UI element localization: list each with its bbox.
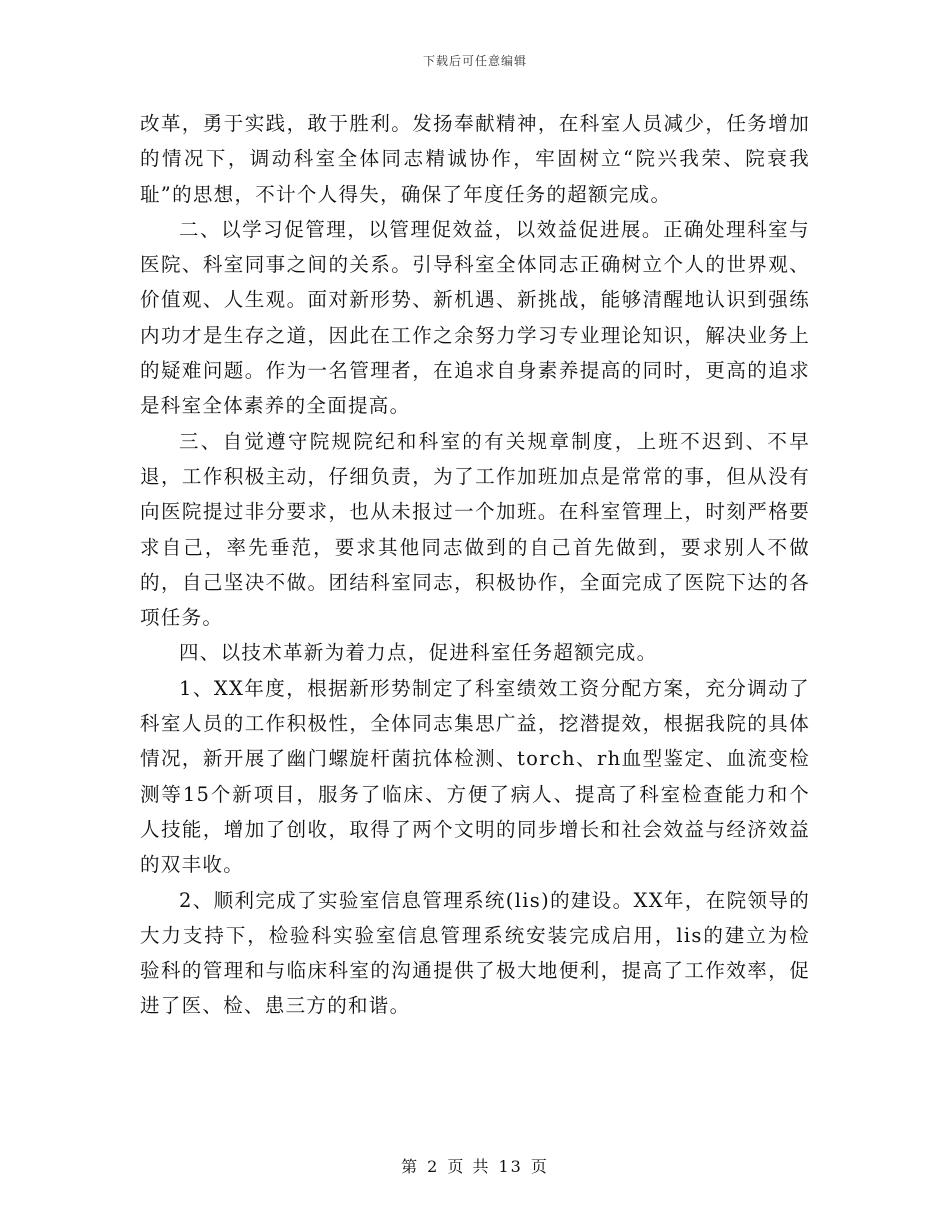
paragraph-5: 1、XX年度，根据新形势制定了科室绩效工资分配方案，充分调动了科室人员的工作积极性，全体同志集思广益，挖潜提效，根据我院的具体情况，新开展了幽门螺旋杆菌抗体检测、torch、rh血型鉴定、血流变检测等15个新项目，服务了临床、方便了病人、提高了科室检查能力和个人技能，增加了创收，取得了两个文明的同步增长和社会效益与经济效益的双丰收。 <box>140 676 810 877</box>
page-footer <box>0 1154 950 1177</box>
page-header: 下载后可任意编辑 <box>422 54 527 68</box>
footer-prefix: 第 <box>401 1157 420 1176</box>
paragraph-2: 二、以学习促管理，以管理促效益，以效益促进展。正确处理科室与医院、科室同事之间的关系。引导科室全体同志正确树立个人的世界观、价值观、人生观。面对新形势、新机遇、新挑战，能够清醒地认识到强练内功才是生存之道，因此在工作之余努力学习专业理论知识，解决业务上的疑难问题。作为一名管理者，在追求自身素养提高的同时，更高的追求是科室全体素养的全面提高。 <box>140 217 810 418</box>
paragraph-3: 三、自觉遵守院规院纪和科室的有关规章制度，上班不迟到、不早退，工作积极主动，仔细负责，为了工作加班加点是常常的事，但从没有向医院提过非分要求，也从未报过一个加班。在科室管理上，时刻严格要求自己，率先垂范，要求其他同志做到的自己首先做到，要求别人不做的，自己坚决不做。团结科室同志，积极协作，全面完成了医院下达的各项任务。 <box>140 429 810 630</box>
paragraph-6: 2、顺利完成了实验室信息管理系统(lis)的建设。XX年，在院领导的大力支持下，检验科实验室信息管理系统安装完成启用，lis的建立为检验科的管理和与临床科室的沟通提供了极大地便利，提高了工作效率，促进了医、检、患三方的和谐。 <box>140 888 810 1018</box>
footer-suffix: 页 <box>530 1157 549 1176</box>
footer-middle: 页 共 <box>447 1157 491 1176</box>
paragraph-1: 改革，勇于实践，敢于胜利。发扬奉献精神，在科室人员减少，任务增加的情况下，调动科室全体同志精诚协作，牢固树立“院兴我荣、院衰我耻”的思想，不计个人得失，确保了年度任务的超额完成。 <box>140 112 810 206</box>
document-body <box>140 106 810 1024</box>
footer-page-number: 2 <box>427 1157 440 1176</box>
paragraph-4: 四、以技术革新为着力点，促进科室任务超额完成。 <box>179 641 658 665</box>
footer-total-pages: 13 <box>498 1157 523 1176</box>
